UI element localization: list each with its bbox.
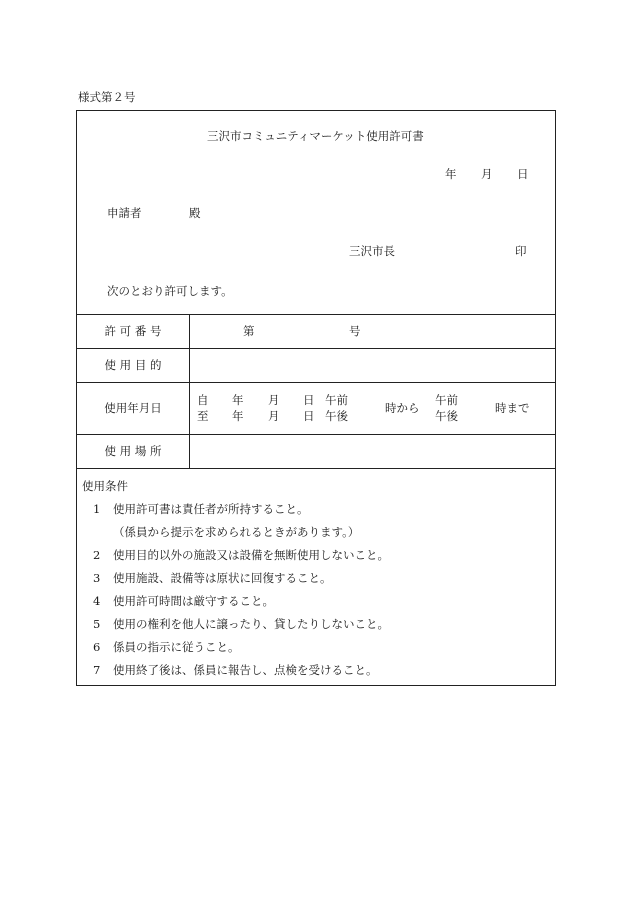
condition-number: 4 [93,594,101,608]
condition-number: 7 [93,663,101,677]
to-am: 午前 [435,393,458,407]
column-divider [189,314,190,468]
from-month: 月 [268,393,280,407]
location-label: 使 用 場 所 [104,444,162,458]
to-hour-label: 時まで [495,401,530,415]
to-year: 年 [232,409,244,423]
condition-note: （係員から提示を求められるときがあります。） [113,525,360,539]
issuer-name: 三沢市長 [349,244,395,258]
usage-date-label: 使用年月日 [104,401,162,415]
from-day: 日 [303,393,315,407]
to-pm: 午後 [435,409,458,423]
form-number: 様式第２号 [78,90,136,104]
purpose-label: 使 用 目 的 [104,358,162,372]
permit-number-suffix: 号 [349,324,361,338]
to-day: 日 [303,409,315,423]
date-year-label: 年 [445,167,457,181]
from-year: 年 [232,393,244,407]
condition-number: 3 [93,571,101,585]
from-label: 自 [197,393,209,407]
condition-number: 5 [93,617,101,631]
permission-statement: 次のとおり許可します。 [107,284,233,298]
from-pm: 午後 [325,409,348,423]
divider [77,434,555,435]
condition-text: 使用許可書は責任者が所持すること。 [113,502,309,516]
divider [77,468,555,469]
condition-text: 使用の権利を他人に譲ったり、貸したりしないこと。 [113,617,389,631]
from-am: 午前 [325,393,348,407]
applicant-label: 申請者 [107,206,142,220]
condition-number: 2 [93,548,101,562]
permit-number-prefix: 第 [243,324,255,338]
divider [77,314,555,315]
permit-form [76,110,556,686]
date-month-label: 月 [481,167,493,181]
condition-text: 使用施設、設備等は原状に回復すること。 [113,571,332,585]
permit-number-label: 許 可 番 号 [104,324,162,338]
condition-text: 係員の指示に従うこと。 [113,640,240,654]
date-day-label: 日 [517,167,529,181]
divider [77,382,555,383]
condition-number: 1 [93,502,101,516]
seal-mark: 印 [515,244,527,258]
to-label: 至 [197,409,209,423]
condition-text: 使用終了後は、係員に報告し、点検を受けること。 [113,663,378,677]
from-hour-label: 時から [385,401,420,415]
applicant-honorific: 殿 [189,206,201,220]
condition-text: 使用許可時間は厳守すること。 [113,594,274,608]
document-title: 三沢市コミュニティマーケット使用許可書 [207,129,424,143]
conditions-heading: 使用条件 [82,479,128,493]
condition-text: 使用目的以外の施設又は設備を無断使用しないこと。 [113,548,389,562]
condition-number: 6 [93,640,101,654]
divider [77,348,555,349]
to-month: 月 [268,409,280,423]
